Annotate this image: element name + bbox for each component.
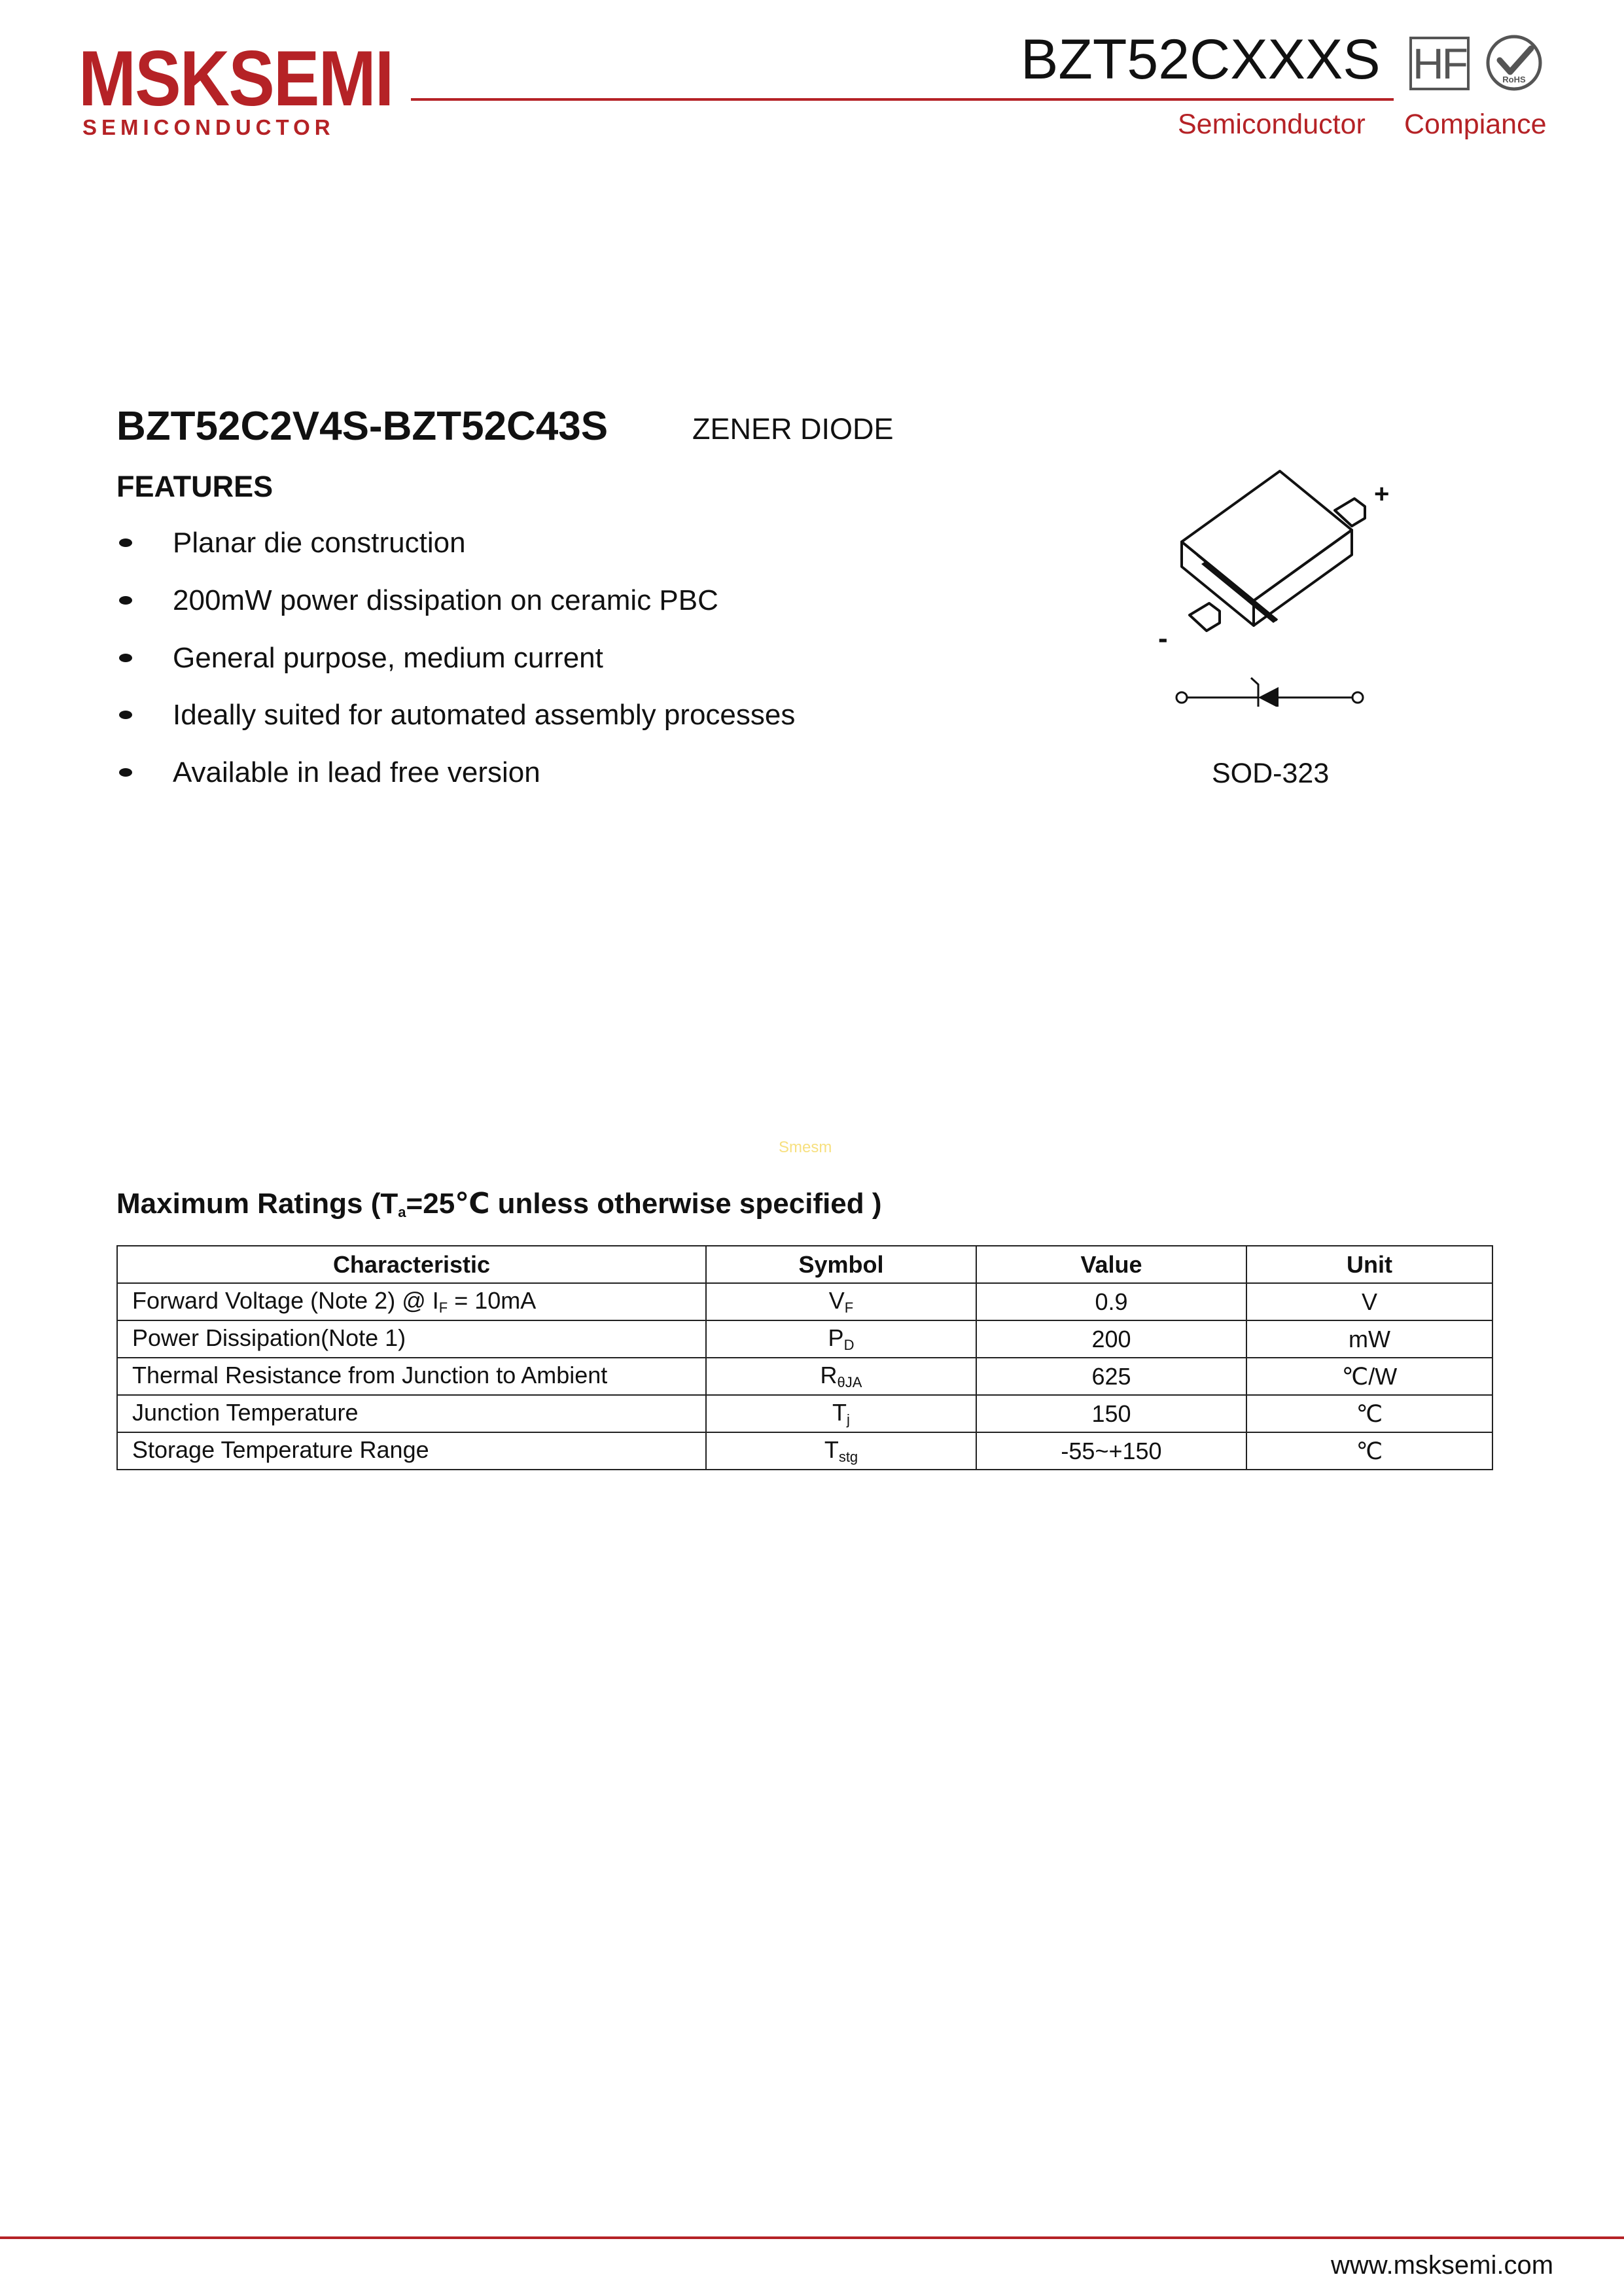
bullet-icon (119, 711, 132, 719)
max-ratings-table (116, 1245, 1493, 1470)
value-cell: 625 (976, 1358, 1246, 1395)
compliance-label: Compiance (1404, 109, 1547, 140)
halogen-free-badge-icon: HF (1409, 37, 1470, 90)
company-logo: MSKSEMI (79, 35, 393, 122)
table-row (117, 1358, 1492, 1395)
header-divider (411, 98, 1394, 101)
cathode-label: - (1158, 622, 1168, 654)
feature-item: 200mW power dissipation on ceramic PBC (173, 584, 718, 616)
characteristic-cell: Storage Temperature Range (117, 1432, 706, 1470)
watermark: Smesm (779, 1139, 832, 1156)
zener-diode-symbol-icon (1176, 678, 1363, 707)
table-row (117, 1320, 1492, 1358)
footer-divider (0, 2236, 1624, 2239)
column-header: Symbol (706, 1246, 976, 1283)
symbol-cell: $V_F$ (706, 1283, 976, 1320)
product-subtitle: ZENER DIODE (692, 412, 894, 446)
package-label: SOD-323 (1212, 758, 1330, 789)
column-header: Value (976, 1246, 1246, 1283)
ratings-title: Maximum Ratings ($T_a=25℃$ unless otherwise specified ) (116, 1188, 882, 1220)
semiconductor-label: Semiconductor (1178, 109, 1366, 140)
unit-cell: V (1246, 1283, 1492, 1320)
bullet-icon (119, 654, 132, 662)
features-heading: FEATURES (116, 470, 274, 503)
feature-item: Available in lead free version (173, 756, 540, 788)
table-row (117, 1395, 1492, 1432)
part-number: BZT52CXXXS (1021, 28, 1381, 91)
table-row (117, 1432, 1492, 1470)
symbol-cell: $R_{\theta JA}$ (706, 1358, 976, 1395)
column-header: Unit (1246, 1246, 1492, 1283)
feature-item: Planar die construction (173, 527, 466, 559)
characteristic-cell: Forward Voltage (Note 2) @ $I_F = 10mA$ (117, 1283, 706, 1320)
value-cell: -55~+150 (976, 1432, 1246, 1470)
rohs-badge-text: RoHS (1502, 75, 1526, 84)
column-header: Characteristic (117, 1246, 706, 1283)
bullet-icon (119, 596, 132, 605)
sod323-package-drawing (1152, 458, 1413, 707)
symbol-cell: $T_j$ (706, 1395, 976, 1432)
table-row (117, 1283, 1492, 1320)
unit-cell: mW (1246, 1320, 1492, 1358)
feature-item: General purpose, medium current (173, 642, 603, 674)
value-cell: 200 (976, 1320, 1246, 1358)
symbol-cell: $T_{stg}$ (706, 1432, 976, 1470)
table-header-row (117, 1246, 1492, 1283)
anode-label: + (1374, 480, 1390, 508)
characteristic-cell: Power Dissipation(Note 1) (117, 1320, 706, 1358)
unit-cell: ℃/W (1246, 1358, 1492, 1395)
footer-website-link[interactable]: www.msksemi.com (1331, 2251, 1554, 2280)
characteristic-cell: Junction Temperature (117, 1395, 706, 1432)
bullet-icon (119, 539, 132, 547)
unit-cell: ℃ (1246, 1395, 1492, 1432)
characteristic-cell: Thermal Resistance from Junction to Ambient (117, 1358, 706, 1395)
symbol-cell: $P_D$ (706, 1320, 976, 1358)
feature-item: Ideally suited for automated assembly processes (173, 699, 796, 731)
value-cell: 150 (976, 1395, 1246, 1432)
unit-cell: ℃ (1246, 1432, 1492, 1470)
value-cell: 0.9 (976, 1283, 1246, 1320)
company-logo-subtext: SEMICONDUCTOR (82, 115, 335, 139)
rohs-badge-icon (1485, 34, 1543, 92)
product-title: BZT52C2V4S-BZT52C43S (116, 404, 609, 449)
bullet-icon (119, 768, 132, 777)
